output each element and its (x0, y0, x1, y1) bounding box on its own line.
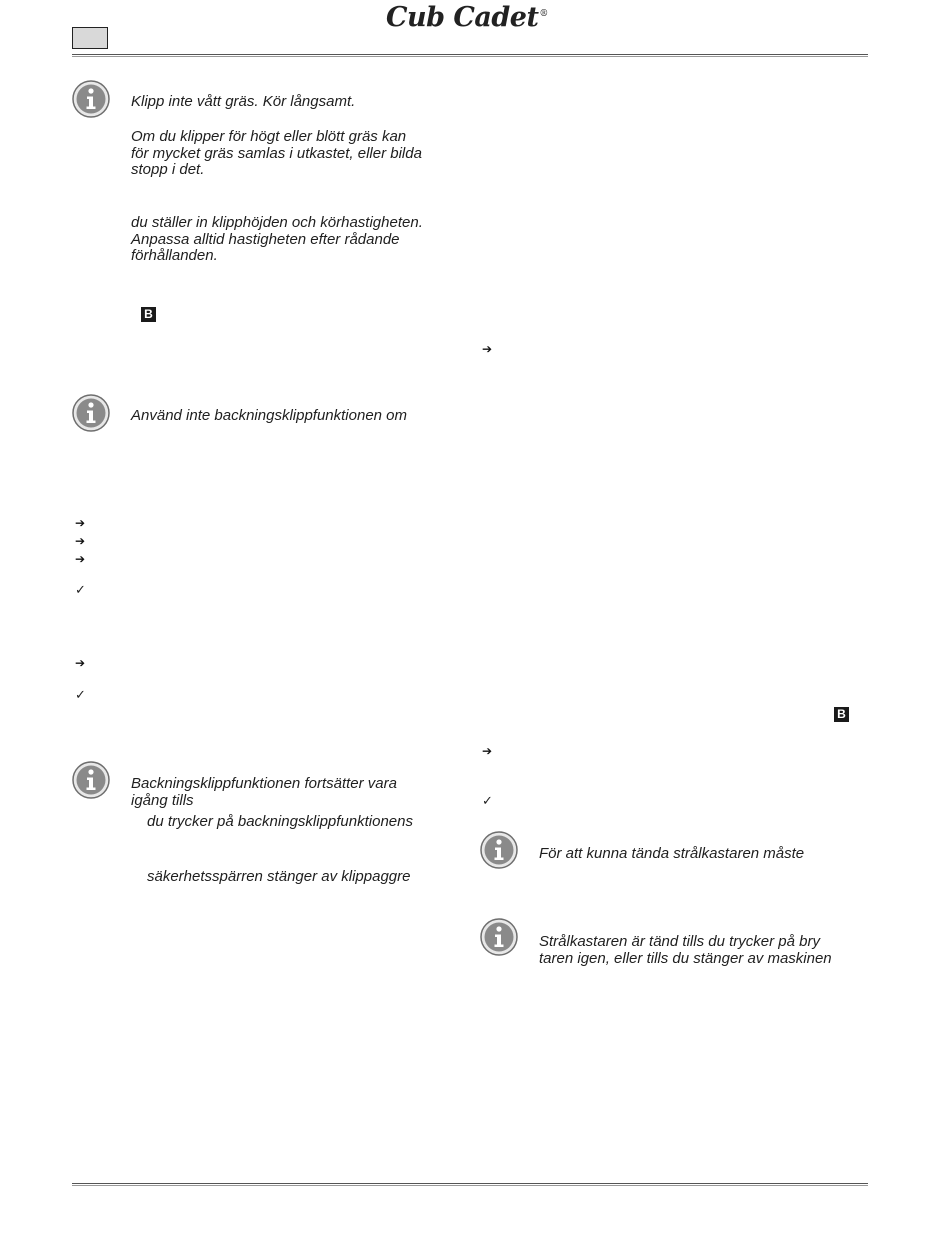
arrow-icon: ➔ (482, 342, 493, 356)
check-icon: ✓ (75, 583, 86, 598)
info-icon (480, 918, 518, 956)
note-reverse-mow: Använd inte backningsklippfunktionen om (131, 407, 408, 424)
info-icon (72, 80, 110, 118)
arrow-icon: ➔ (482, 744, 493, 758)
arrow-icon: ➔ (75, 534, 86, 548)
check-icon: ✓ (75, 688, 86, 703)
figure-ref-badge: B (834, 707, 849, 722)
arrow-icon: ➔ (75, 552, 86, 566)
arrow-icon: ➔ (75, 656, 86, 670)
check-icon: ✓ (482, 794, 493, 809)
note-item-safety: säkerhetsspärren stänger av klippaggre (147, 868, 411, 885)
info-icon (72, 394, 110, 432)
arrow-icon: ➔ (75, 516, 86, 530)
note-reverse-continue: Backningsklippfunktionen fortsätter vara igång tills (131, 775, 397, 809)
footer-rule (72, 1183, 868, 1186)
page-number-box (72, 27, 108, 49)
info-icon (480, 831, 518, 869)
note-clogging: Om du klipper för högt eller blött gräs kan för mycket gräs samlas i utkastet, eller bilda stopp i det. (131, 128, 422, 178)
note-speed-adjust: du ställer in klipphöjden och körhastigheten. Anpassa alltid hastigheten efter rådande förhållanden. (131, 214, 423, 264)
header-rule (72, 54, 868, 57)
brand-name: Cub Cadet (386, 2, 539, 33)
brand-logo (386, 2, 566, 36)
note-wet-grass: Klipp inte vått gräs. Kör långsamt. (131, 93, 356, 110)
note-item-button: du trycker på backningsklippfunktionens (147, 813, 413, 830)
registered-mark: ® (539, 9, 548, 19)
figure-ref-badge: B (141, 307, 156, 322)
note-headlight-off: Strålkastaren är tänd tills du trycker på bry taren igen, eller tills du stänger av maskinen (539, 933, 832, 967)
info-icon (72, 761, 110, 799)
note-headlight: För att kunna tända strålkastaren måste (539, 845, 805, 862)
